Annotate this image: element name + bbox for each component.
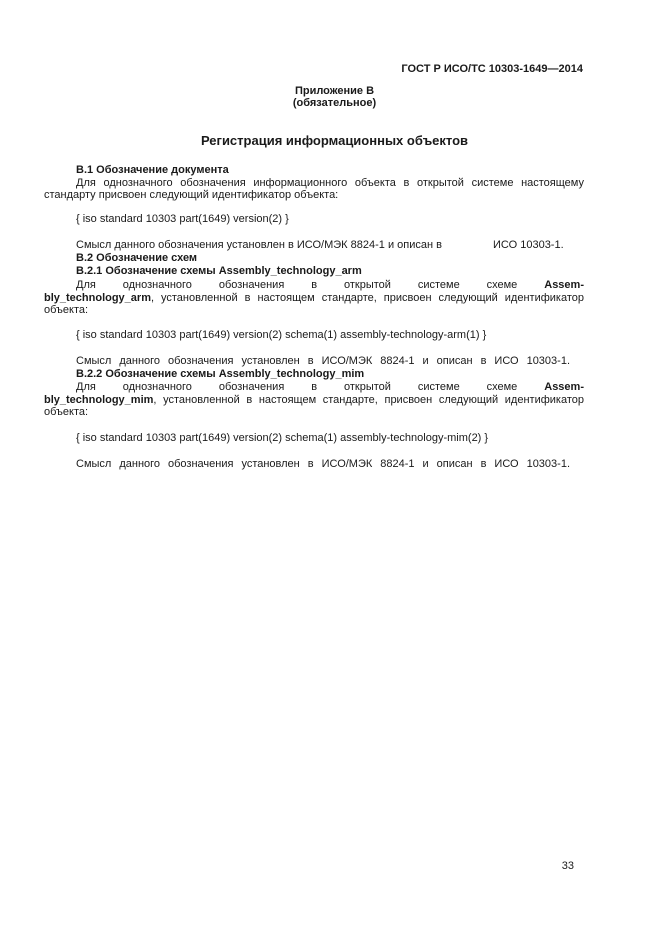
- page-number: 33: [561, 860, 574, 872]
- annex-label: Приложение В: [294, 85, 375, 97]
- section-2-2-schema-name-part-1: Assem-: [544, 381, 584, 393]
- section-2-2-heading: В.2.2 Обозначение схемы Assembly_technology_mim: [76, 368, 365, 380]
- section-1-line-2: стандарту присвоен следующий идентификатор объекта:: [44, 189, 339, 201]
- section-2-2-line-1: [44, 381, 584, 394]
- section-2-2-schema-name-part-2: bly_technology_mim: [44, 394, 154, 406]
- page-title: Регистрация информационных объектов: [200, 133, 469, 148]
- section-2-2-meaning: Смысл данного обозначения установлен в ИСО/МЭК 8824-1 и описан в ИСО 10303-1.: [76, 458, 570, 470]
- document-code: ГОСТ Р ИСО/ТС 10303-1649—2014: [401, 63, 583, 75]
- section-1-line-1: Для однозначного обозначения информационного объекта в открытой системе настоящему: [76, 177, 584, 189]
- section-2-1-identifier: { iso standard 10303 part(1649) version(2) schema(1) assembly-technology-arm(1) }: [76, 329, 487, 341]
- section-2-2-line-1-text: Для однозначного обозначения в открытой системе схеме: [76, 381, 518, 393]
- section-2-2-line-2-text: , установленной в настоящем стандарте, присвоен следующий идентификатор: [153, 394, 584, 406]
- section-2-1-line-2-text: , установленной в настоящем стандарте, присвоен следующий идентификатор: [150, 292, 584, 304]
- section-2-1-heading: В.2.1 Обозначение схемы Assembly_technology_arm: [76, 265, 362, 277]
- section-2-1-schema-name-part-1: Assem-: [544, 279, 584, 291]
- section-1-heading: В.1 Обозначение документа: [76, 164, 229, 176]
- section-2-2-line-3: объекта:: [44, 406, 89, 418]
- section-1-meaning: Смысл данного обозначения установлен в ИСО/МЭК 8824-1 и описан в: [76, 239, 442, 251]
- section-2-1-meaning: Смысл данного обозначения установлен в ИСО/МЭК 8824-1 и описан в ИСО 10303-1.: [76, 355, 570, 367]
- section-2-1-line-3: объекта:: [44, 304, 89, 316]
- section-2-2-identifier: { iso standard 10303 part(1649) version(2) schema(1) assembly-technology-mim(2) }: [76, 432, 489, 444]
- section-1-meaning-ref: ИСО 10303-1.: [493, 239, 564, 251]
- section-1-identifier: { iso standard 10303 part(1649) version(2) }: [76, 213, 289, 225]
- section-2-heading: В.2 Обозначение схем: [76, 252, 198, 264]
- section-2-1-line-1-text: Для однозначного обозначения в открытой системе схеме: [76, 279, 518, 291]
- annex-status: (обязательное): [292, 97, 377, 109]
- section-2-1-schema-name-part-2: bly_technology_arm: [44, 292, 151, 304]
- section-2-1-line-1: [44, 279, 584, 292]
